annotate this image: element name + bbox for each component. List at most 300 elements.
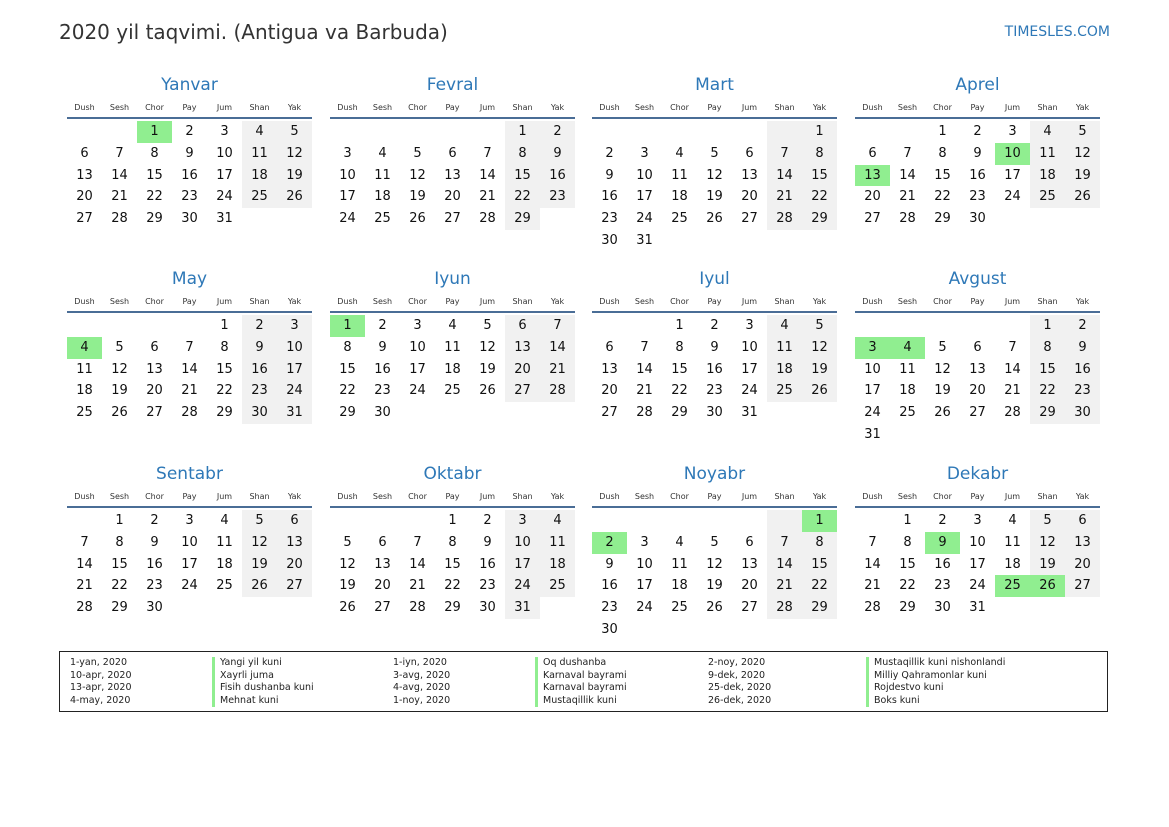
day-cell: 10 [409,339,426,355]
empty-cell [767,510,802,532]
month-name: May [171,269,208,289]
day-cell: 14 [899,167,916,183]
day-cell: 29 [216,405,233,420]
weekday-label: Dush [74,492,95,501]
site-link[interactable]: TIMESLES.COM [1004,24,1110,40]
day-cell: 29 [146,211,163,226]
day-cell: 6 [277,510,312,532]
weekday-label: Pay [970,492,985,501]
day-cell: 5 [710,145,719,161]
empty-cell [662,510,697,532]
day-cell: 20 [277,554,312,576]
empty-cell [855,510,890,532]
day-cell: 20 [146,383,163,399]
day-cell: 13 [374,556,391,572]
weekday-label: Pay [182,103,197,112]
day-cell: 30 [374,405,391,420]
empty-cell [627,121,662,143]
day-cell: 11 [899,361,916,377]
day-cell: 30 [242,402,277,424]
day-cell: 6 [448,145,457,161]
day-cell: 27 [601,405,618,420]
day-cell: 1 [115,513,124,528]
day-cell: 28 [899,211,916,226]
weekday-label: Yak [550,297,565,306]
weekday-label: Dush [862,297,883,306]
empty-cell [400,510,435,532]
weekday-label: Dush [599,103,620,112]
day-cell: 30 [1065,402,1100,424]
day-cell: 20 [76,189,93,205]
day-cell: 7 [413,534,422,550]
day-cell: 15 [1030,359,1065,381]
day-grid [330,315,575,424]
day-cell: 16 [601,578,618,594]
month-name: Iyun [434,269,471,289]
weekday-label: Yak [550,103,565,112]
day-cell: 30 [601,621,618,637]
day-cell: 19 [479,361,496,377]
day-cell: 14 [111,167,128,183]
day-cell: 14 [636,361,653,377]
day-cell: 4 [448,318,457,333]
day-cell: 30 [181,211,198,226]
day-cell: 2 [185,124,194,139]
day-cell: 25 [671,600,688,615]
day-cell: 30 [146,600,163,615]
weekday-label: Yak [1075,103,1090,112]
day-cell: 15 [111,556,128,572]
weekday-label: Jum [216,492,233,501]
day-cell: 19 [242,554,277,576]
empty-cell [627,315,662,337]
legend-date: 4-avg, 2020 [393,682,451,693]
empty-cell [365,510,400,532]
weekday-label: Shan [249,297,270,306]
weekday-label: Pay [707,492,722,501]
day-cell: 4 [675,534,684,550]
day-cell: 8 [115,534,124,550]
weekday-label: Dush [862,492,883,501]
day-cell: 31 [969,600,986,615]
day-cell: 14 [767,554,802,576]
day-cell: 16 [146,556,163,572]
legend-holiday-name: Mustaqillik kuni [535,695,627,708]
day-cell: 7 [115,145,124,161]
day-grid [592,510,837,641]
legend-date: 1-yan, 2020 [70,657,127,668]
day-cell: 20 [741,578,758,594]
weekday-label: Sesh [634,297,655,306]
legend-holiday-name: Karnaval bayrami [535,670,627,683]
day-cell: 2 [973,124,982,139]
day-cell: 15 [146,167,163,183]
month-fevral [330,74,575,230]
day-cell: 7 [767,532,802,554]
month-iyun [330,268,575,424]
day-cell: 17 [339,189,356,205]
day-cell: 30 [706,405,723,420]
day-cell: 29 [1030,402,1065,424]
day-cell: 10 [277,337,312,359]
month-name: Mart [695,75,734,95]
day-cell: 17 [864,383,881,399]
weekday-label: Dush [337,492,358,501]
day-cell: 5 [242,510,277,532]
weekday-label: Chor [670,297,689,306]
day-cell: 4 [675,145,684,161]
empty-cell [732,121,767,143]
day-cell: 4 [1030,121,1065,143]
weekday-label: Yak [812,103,827,112]
weekday-label: Sesh [372,492,393,501]
day-cell: 27 [1065,575,1100,597]
day-cell: 6 [150,339,159,355]
weekday-label: Jum [741,492,758,501]
weekday-label: Chor [145,103,164,112]
day-cell: 26 [706,211,723,226]
weekday-label: Yak [1075,297,1090,306]
weekday-header [330,101,575,119]
empty-cell [697,121,732,143]
day-cell: 19 [802,359,837,381]
day-cell: 11 [216,534,233,550]
day-cell: 7 [185,339,194,355]
day-cell: 9 [1065,337,1100,359]
legend-holiday-name: Rojdestvo kuni [866,682,1005,695]
weekday-label: Pay [970,297,985,306]
month-name: Aprel [955,75,1000,95]
day-cell: 11 [444,339,461,355]
weekday-label: Shan [774,103,795,112]
day-cell: 22 [934,189,951,205]
day-cell: 7 [868,534,877,550]
day-cell: 6 [1065,510,1100,532]
day-cell: 9 [483,534,492,550]
day-cell: 8 [220,339,229,355]
day-cell: 2 [710,318,719,333]
day-cell: 20 [1065,554,1100,576]
weekday-label: Shan [1037,103,1058,112]
day-cell: 24 [741,383,758,399]
day-cell: 18 [671,578,688,594]
day-cell: 5 [413,145,422,161]
legend-date: 1-noy, 2020 [393,694,451,706]
day-grid [592,121,837,252]
day-cell: 21 [76,578,93,594]
day-cell: 25 [76,405,93,420]
weekday-label: Chor [145,297,164,306]
day-cell: 25 [444,383,461,399]
day-cell: 21 [899,189,916,205]
day-cell: 16 [706,361,723,377]
day-cell: 27 [505,380,540,402]
weekday-label: Chor [670,103,689,112]
day-cell: 21 [767,575,802,597]
day-cell: 13 [146,361,163,377]
day-cell: 5 [277,121,312,143]
day-cell: 5 [938,339,947,355]
month-name: Oktabr [423,464,482,484]
weekday-label: Yak [287,492,302,501]
day-cell: 15 [671,361,688,377]
weekday-label: Sesh [109,492,130,501]
day-cell: 1 [220,318,229,333]
weekday-label: Chor [933,492,952,501]
day-cell: 31 [741,405,758,420]
empty-cell [470,121,505,143]
day-cell: 23 [934,578,951,594]
day-cell: 21 [1004,383,1021,399]
day-cell: 15 [444,556,461,572]
day-cell: 22 [1030,380,1065,402]
day-cell: 7 [483,145,492,161]
day-cell: 3 [745,318,754,333]
weekday-label: Dush [74,297,95,306]
weekday-label: Chor [670,492,689,501]
weekday-label: Shan [774,297,795,306]
day-cell: 31 [216,211,233,226]
month-name: Fevral [426,75,479,95]
empty-cell [890,121,925,143]
day-cell: 20 [444,189,461,205]
day-cell: 14 [479,167,496,183]
day-cell: 16 [181,167,198,183]
day-cell: 23 [601,600,618,615]
weekday-label: Shan [512,297,533,306]
empty-cell [592,510,627,532]
day-cell: 10 [741,339,758,355]
weekday-header [330,295,575,313]
day-cell: 30 [969,211,986,226]
day-cell: 16 [969,167,986,183]
day-cell: 30 [601,232,618,248]
day-cell: 2 [540,121,575,143]
empty-cell [67,315,102,337]
day-cell: 21 [864,578,881,594]
day-cell: 16 [601,189,618,205]
day-cell: 5 [483,318,492,333]
legend-date: 3-avg, 2020 [393,669,451,681]
day-cell: 3 [505,510,540,532]
day-cell: 20 [374,578,391,594]
day-cell: 6 [745,145,754,161]
day-grid [330,510,575,619]
day-cell: 31 [505,597,540,619]
day-cell: 8 [150,145,159,161]
day-cell: 8 [343,339,352,355]
empty-cell [137,315,172,337]
day-cell: 18 [1030,165,1065,187]
day-cell: 18 [671,189,688,205]
legend-date: 13-apr, 2020 [70,682,132,693]
day-cell: 8 [448,534,457,550]
weekday-label: Yak [550,492,565,501]
weekday-label: Jum [479,103,496,112]
day-cell: 26 [1065,186,1100,208]
day-cell: 4 [1008,513,1017,528]
empty-cell [102,121,137,143]
weekday-label: Chor [145,492,164,501]
weekday-label: Pay [445,297,460,306]
weekday-label: Shan [1037,492,1058,501]
day-cell: 1 [675,318,684,333]
legend-dates-column [708,657,771,707]
day-grid [67,510,312,619]
day-cell: 16 [1065,359,1100,381]
day-cell: 23 [540,186,575,208]
day-cell: 16 [934,556,951,572]
day-cell: 27 [444,211,461,226]
weekday-label: Sesh [372,297,393,306]
weekday-label: Jum [741,297,758,306]
month-name: Iyul [699,269,730,289]
day-cell: 25 [671,211,688,226]
holiday-day-cell: 10 [995,143,1030,165]
day-cell: 27 [277,575,312,597]
day-cell: 27 [146,405,163,420]
day-cell: 28 [181,405,198,420]
day-cell: 26 [934,405,951,420]
month-aprel [855,74,1100,230]
day-cell: 21 [181,383,198,399]
day-cell: 17 [216,167,233,183]
day-cell: 10 [339,167,356,183]
day-cell: 14 [76,556,93,572]
page-title: 2020 yil taqvimi. (Antigua va Barbuda) [59,20,448,44]
day-cell: 14 [1004,361,1021,377]
day-cell: 21 [540,359,575,381]
day-cell: 9 [973,145,982,161]
day-cell: 3 [277,315,312,337]
day-cell: 14 [864,556,881,572]
weekday-label: Pay [707,297,722,306]
weekday-label: Jum [479,492,496,501]
day-cell: 24 [277,380,312,402]
empty-cell [925,315,960,337]
day-cell: 24 [864,405,881,420]
day-cell: 15 [216,361,233,377]
day-cell: 24 [409,383,426,399]
day-cell: 16 [374,361,391,377]
day-cell: 26 [277,186,312,208]
day-cell: 13 [76,167,93,183]
weekday-label: Yak [812,492,827,501]
weekday-label: Pay [707,103,722,112]
day-cell: 12 [1030,532,1065,554]
day-cell: 17 [409,361,426,377]
day-cell: 11 [1004,534,1021,550]
legend-names-column [212,657,314,707]
day-cell: 18 [444,361,461,377]
empty-cell [855,315,890,337]
day-cell: 26 [706,600,723,615]
day-cell: 11 [540,532,575,554]
day-cell: 19 [706,189,723,205]
day-cell: 12 [1065,143,1100,165]
day-cell: 27 [374,600,391,615]
day-cell: 4 [540,510,575,532]
day-cell: 6 [80,145,89,161]
weekday-label: Sesh [109,297,130,306]
month-may [67,268,312,424]
day-cell: 23 [242,380,277,402]
legend-holiday-name: Mustaqillik kuni nishonlandi [866,657,1005,670]
weekday-label: Yak [287,297,302,306]
day-cell: 14 [767,165,802,187]
holiday-day-cell: 4 [67,337,102,359]
day-cell: 18 [374,189,391,205]
day-cell: 20 [969,383,986,399]
day-cell: 15 [802,554,837,576]
month-sentabr [67,463,312,619]
weekday-header [855,101,1100,119]
day-cell: 3 [343,145,352,161]
weekday-label: Jum [216,103,233,112]
day-cell: 21 [636,383,653,399]
legend-date: 9-dek, 2020 [708,669,766,681]
weekday-label: Chor [933,297,952,306]
weekday-label: Shan [1037,297,1058,306]
weekday-header [855,490,1100,508]
legend-holiday-name: Yangi yil kuni [212,657,314,670]
day-cell: 28 [767,597,802,619]
day-cell: 23 [1065,380,1100,402]
weekday-label: Shan [512,103,533,112]
day-cell: 22 [899,578,916,594]
weekday-header [592,101,837,119]
weekday-label: Chor [408,103,427,112]
holiday-day-cell: 4 [890,337,925,359]
day-cell: 23 [181,189,198,205]
weekday-label: Shan [249,103,270,112]
holiday-legend [59,651,1108,712]
day-cell: 30 [479,600,496,615]
legend-date: 26-dek, 2020 [708,694,772,706]
weekday-label: Chor [933,103,952,112]
day-cell: 11 [671,167,688,183]
day-cell: 8 [675,339,684,355]
day-cell: 9 [605,556,614,572]
day-cell: 31 [636,232,653,248]
empty-cell [627,510,662,532]
weekday-label: Dush [337,297,358,306]
month-dekabr [855,463,1100,619]
weekday-label: Jum [1004,103,1021,112]
day-cell: 19 [706,578,723,594]
weekday-header [67,490,312,508]
day-cell: 5 [802,315,837,337]
day-cell: 7 [80,534,89,550]
weekday-label: Chor [408,492,427,501]
day-cell: 9 [185,145,194,161]
day-cell: 30 [934,600,951,615]
day-cell: 11 [242,143,277,165]
empty-cell [732,510,767,532]
day-cell: 18 [540,554,575,576]
weekday-label: Sesh [634,103,655,112]
day-cell: 3 [1008,124,1017,139]
legend-names-column [866,657,1005,707]
day-cell: 23 [146,578,163,594]
weekday-label: Sesh [109,103,130,112]
day-cell: 26 [111,405,128,420]
day-cell: 15 [339,361,356,377]
day-cell: 10 [636,167,653,183]
holiday-day-cell: 3 [855,337,890,359]
day-cell: 19 [1065,165,1100,187]
day-cell: 6 [973,339,982,355]
